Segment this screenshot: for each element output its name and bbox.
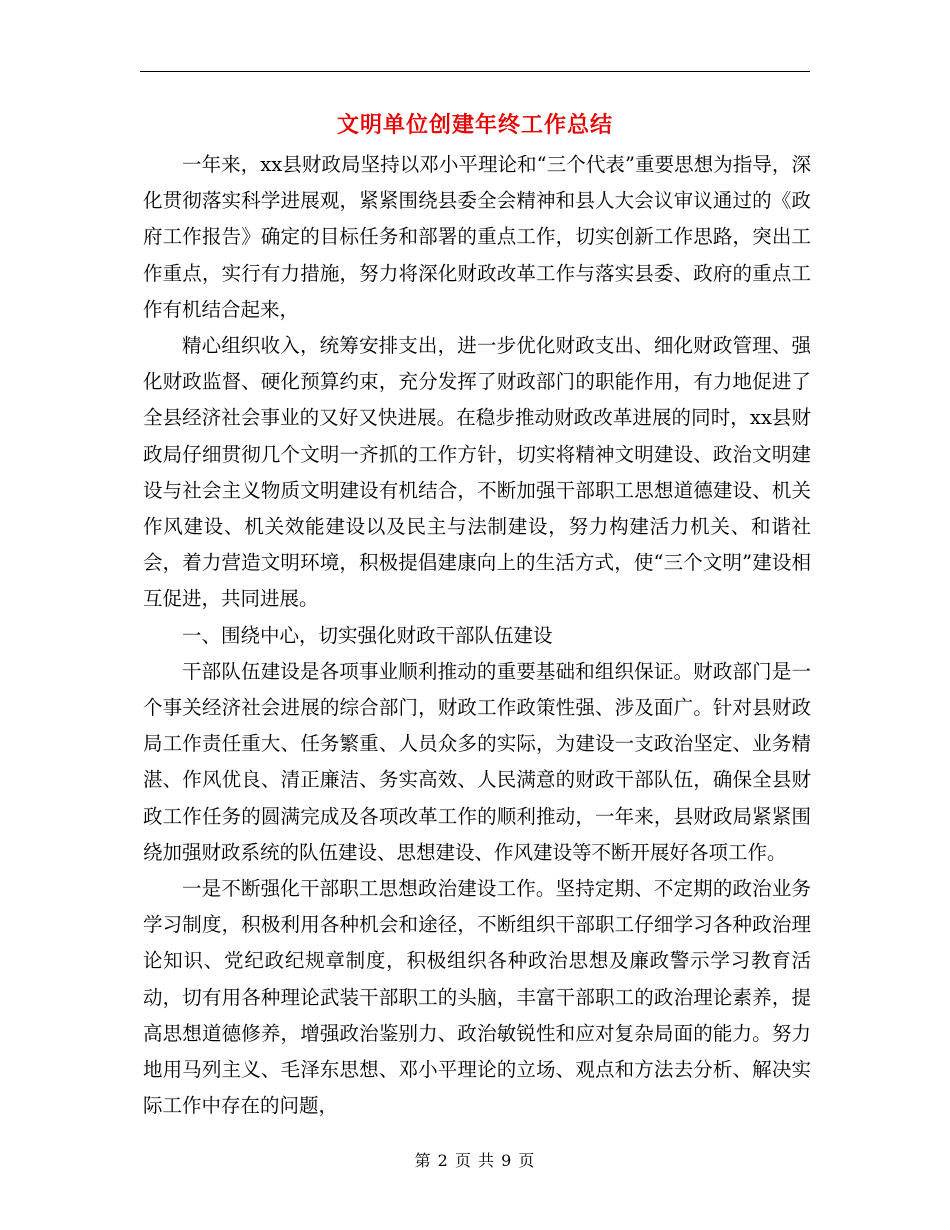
- paragraph-team-building: 干部队伍建设是各项事业顺利推动的重要基础和组织保证。财政部门是一个事关经济社会进展的综合部门，财政工作政策性强、涉及面广。针对县财政局工作责任重大、任务繁重、人员众多的实际，为建设一支政治坚定、业务精湛、作风优良、清正廉洁、务实高效、人民满意的财政干部队伍，确保全县财政工作任务的圆满完成及各项改革工作的顺利推动，一年来，县财政局紧紧围绕加强财政系统的队伍建设、思想建设、作风建设等不断开展好各项工作。: [143, 659, 811, 864]
- paragraph-political-building: 一是不断强化干部职工思想政治建设工作。坚持定期、不定期的政治业务学习制度，积极利用各种机会和途径，不断组织干部职工仔细学习各种政治理论知识、党纪政纪规章制度，积极组织各种政治思想及廉政警示学习教育活动，切有用各种理论武装干部职工的头脑，丰富干部职工的政治理论素养，提高思想道德修养，增强政治鉴别力、政治敏锐性和应对复杂局面的能力。努力地用马列主义、毛泽东思想、邓小平理论的立场、观点和方法去分析、解决实际工作中存在的问题，: [143, 877, 811, 1118]
- page-number: 第 2 页 共 9 页: [414, 1151, 536, 1170]
- document-body: [143, 147, 811, 1124]
- paragraph-revenue: 精心组织收入，统筹安排支出，进一步优化财政支出、细化财政管理、强化财政监督、硬化预算约束，充分发挥了财政部门的职能作用，有力地促进了全县经济社会事业的又好又快进展。在稳步推动财政改革进展的同时，xx县财政局仔细贯彻几个文明一齐抓的工作方针，切实将精神文明建设、政治文明建设与社会主义物质文明建设有机结合，不断加强干部职工思想道德建设、机关作风建设、机关效能建设以及民主与法制建设，努力构建活力机关、和谐社会，着力营造文明环境，积极提倡建康向上的生活方式，使“三个文明”建设相互促进，共同进展。: [143, 334, 811, 611]
- header-rule: [140, 71, 810, 72]
- document-title: 文明单位创建年终工作总结: [336, 112, 613, 138]
- section-heading-1: 一、围绕中心，切实强化财政干部队伍建设: [182, 623, 553, 647]
- paragraph-intro: 一年来，xx县财政局坚持以邓小平理论和“三个代表”重要思想为指导，深化贯彻落实科学进展观，紧紧围绕县委全会精神和县人大会议审议通过的《政府工作报告》确定的目标任务和部署的重点工作，切实创新工作思路，突出工作重点，实行有力措施，努力将深化财政改革工作与落实县委、政府的重点工作有机结合起来，: [143, 153, 811, 321]
